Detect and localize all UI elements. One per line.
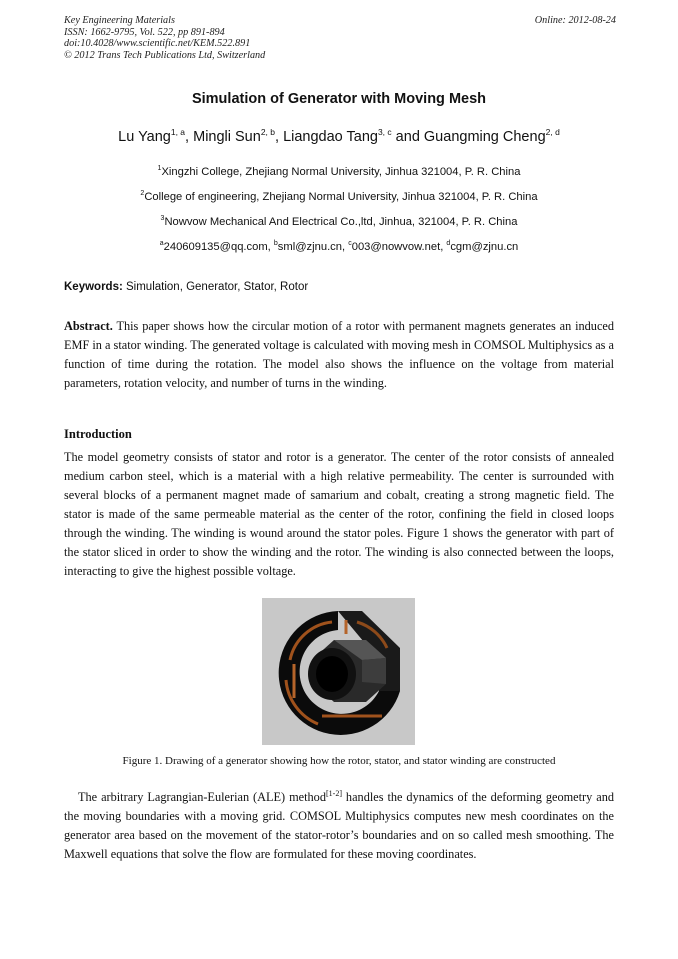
- abstract-label: Abstract.: [64, 319, 113, 333]
- email-superscript: b: [273, 240, 278, 247]
- email-address: sml@zjnu.cn,: [277, 241, 349, 253]
- section-heading-introduction: Introduction: [64, 427, 132, 441]
- ale-text-start: The arbitrary Lagrangian-Eulerian (ALE) method: [78, 790, 326, 804]
- generator-figure: [262, 598, 415, 745]
- author-list: [0, 129, 678, 145]
- author-name: Guangming Cheng: [423, 129, 546, 145]
- email-address: 003@nowvow.net,: [351, 241, 447, 253]
- author-name: Liangdao Tang: [283, 129, 378, 145]
- affiliation-superscript: 1: [157, 165, 162, 172]
- author-name: Mingli Sun: [193, 129, 261, 145]
- author-separator: ,: [275, 129, 284, 145]
- author-superscript: 3, c: [377, 127, 392, 137]
- affiliation-2: [0, 191, 678, 203]
- affiliation-text: Xingzhi College, Zhejiang Normal University, Jinhua 321004, P. R. China: [161, 166, 521, 178]
- journal-issn: ISSN: 1662-9795, Vol. 522, pp 891-894: [64, 26, 225, 38]
- author-name: Lu Yang: [118, 129, 171, 145]
- email-address: cgm@zjnu.cn: [450, 241, 519, 253]
- affiliation-superscript: 2: [140, 190, 145, 197]
- journal-doi: doi:10.4028/www.scientific.net/KEM.522.891: [64, 38, 251, 49]
- keywords: [64, 281, 616, 293]
- introduction-paragraph: The model geometry consists of stator and rotor is a generator. The center of the rotor consists of annealed medium carbon steel, which is a material with a high relative permeability. The center is surrounded with several blocks of a permanent magnet made of samarium and cobalt, creating a strong magnetic field. The stator is made of the same permeable material as the center of the rotor, confining the field in closed loops through the winding. The winding is wound around the stator poles. Figure 1 shows the generator with part of the stator sliced in order to show the winding and the rotor. The winding is also connected between the loops, interacting to give the highest possible voltage.: [64, 450, 614, 578]
- author-superscript: 1, a: [170, 127, 186, 137]
- email-superscript: d: [446, 240, 451, 247]
- affiliation-text: College of engineering, Zhejiang Normal University, Jinhua 321004, P. R. China: [144, 191, 538, 203]
- ale-paragraph: [64, 788, 614, 864]
- affiliation-text: Nowvow Mechanical And Electrical Co.,ltd, Jinhua, 321004, P. R. China: [164, 216, 518, 228]
- keywords-text: Simulation, Generator, Stator, Rotor: [126, 281, 309, 293]
- email-address: 240609135@qq.com,: [163, 241, 274, 253]
- affiliation-3: [0, 216, 678, 228]
- author-superscript: 2, d: [545, 127, 560, 137]
- citation-reference: [1-2]: [325, 789, 342, 798]
- abstract: [64, 317, 614, 393]
- affiliation-superscript: 3: [160, 215, 165, 222]
- author-superscript: 2, b: [260, 127, 275, 137]
- journal-header: [64, 15, 616, 61]
- abstract-text: This paper shows how the circular motion of a rotor with permanent magnets generates an induced EMF in a stator winding. The generated voltage is calculated with moving mesh in COMSOL Multiphysics as a function of time during the rotation. The model also shows the influence on the voltage from material parameters, rotation velocity, and number of turns in the winding.: [64, 319, 615, 390]
- email-superscript: a: [159, 240, 164, 247]
- author-separator: and: [391, 129, 424, 145]
- ale-text-end: handles the dynamics of the deforming geometry and the moving boundaries with a moving grid. COMSOL Multiphysics computes new mesh coordinates on the generator area based on the movement of the stator-rotor’s boundaries and on so called mesh smoothing. The Maxwell equations that solve the flow are formulated for these moving coordinates.: [64, 790, 614, 861]
- email-list: [0, 241, 678, 253]
- generator-drawing: [262, 598, 415, 745]
- affiliation-1: [0, 166, 678, 178]
- paper-title: Simulation of Generator with Moving Mesh: [191, 91, 487, 107]
- author-separator: ,: [185, 129, 194, 145]
- email-superscript: c: [348, 240, 352, 247]
- keywords-label: Keywords:: [64, 281, 123, 293]
- journal-copyright: © 2012 Trans Tech Publications Ltd, Switzerland: [64, 49, 266, 61]
- figure-caption: Figure 1. Drawing of a generator showing how the rotor, stator, and stator winding are constructed: [122, 755, 556, 767]
- journal-name: Key Engineering Materials: [64, 15, 175, 26]
- online-date: Online: 2012-08-24: [534, 15, 616, 26]
